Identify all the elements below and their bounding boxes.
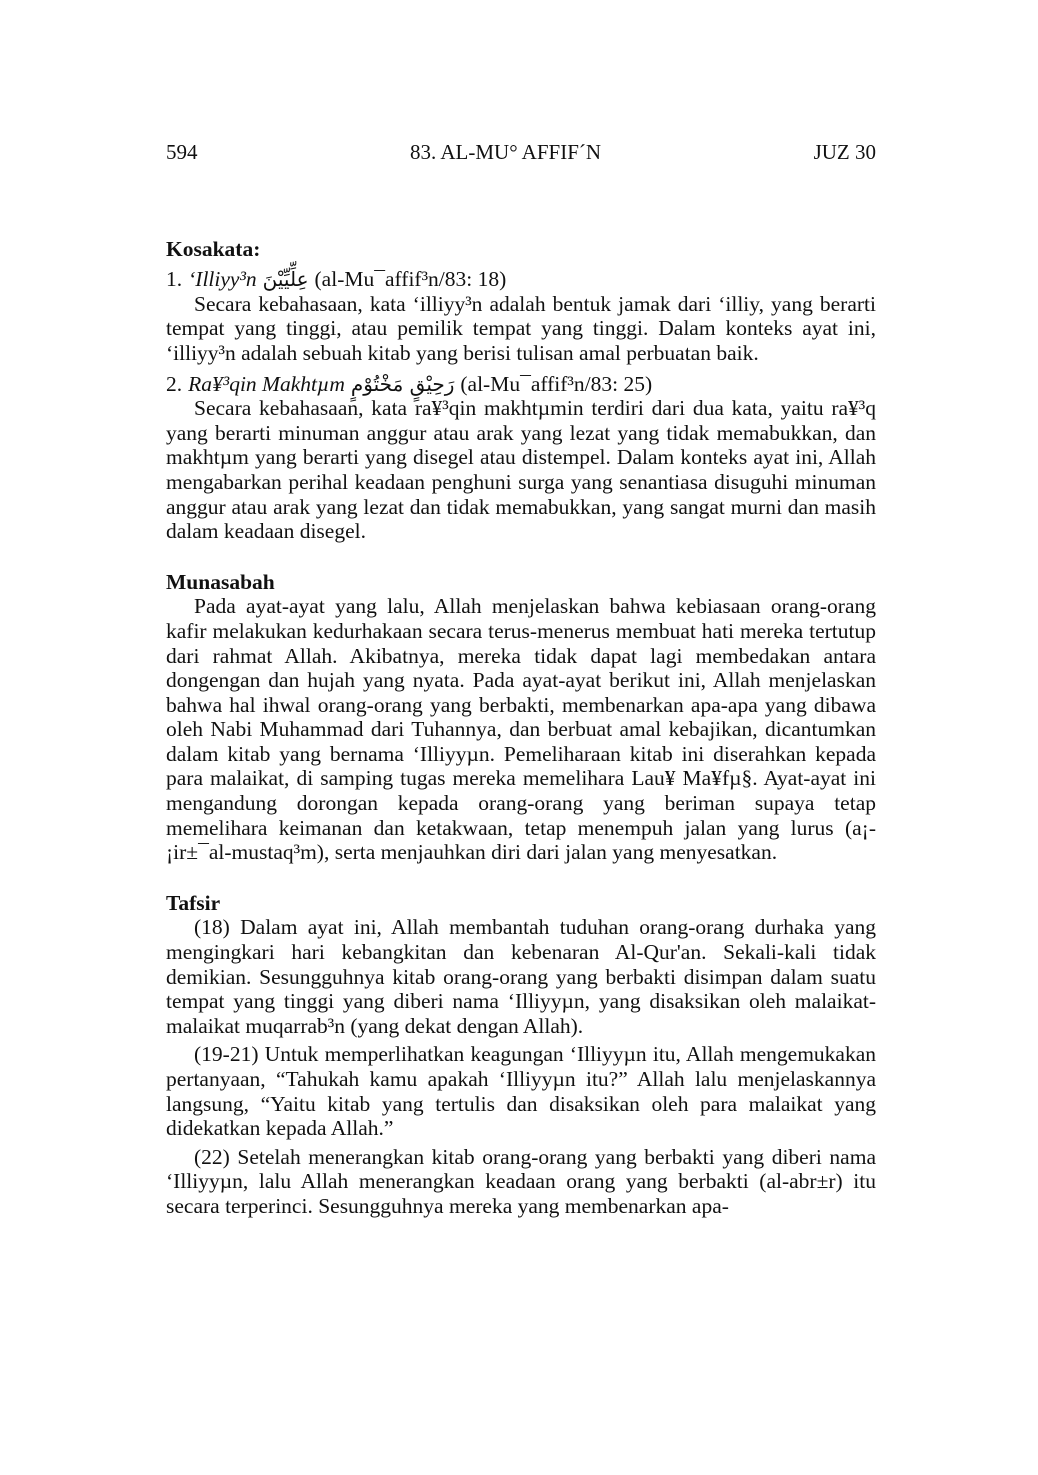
arabic-term: عِلِّيِّيْنَ <box>262 267 309 292</box>
verse-reference: (al-Mu¯affif³n/83: 18) <box>314 267 507 292</box>
term: ‘Illiyy³n <box>188 267 257 292</box>
tafsir-paragraph: (19-21) Untuk memperlihatkan keagungan ‘Illiyyµn itu, Allah mengemukakan pertanyaan, “Tahukah kamu apakah ‘Illiyyµn itu?” Allah lalu menjelaskannya langsung, “Yaitu kitab yang tertulis dan disaksikan oleh para malaikat yang didekatkan kepada Allah.” <box>166 1042 876 1141</box>
tafsir-paragraph: (22) Setelah menerangkan kitab orang-orang yang berbakti yang diberi nama ‘Illiyyµn, lalu Allah menerangkan keadaan orang yang berbakti (al-abr±r) itu secara terperinci. Sesungguhnya mereka yang membenarkan apa- <box>166 1144 876 1218</box>
tafsir-section <box>166 891 876 1219</box>
item-number: 1. <box>166 267 183 292</box>
document-page <box>166 140 876 1219</box>
arabic-term: رَحِيْقٍ مَخْتُوْمٍ <box>350 371 455 396</box>
item-number: 2. <box>166 371 183 396</box>
page-number: 594 <box>166 140 198 164</box>
kosakata-item <box>166 267 876 365</box>
tafsir-heading: Tafsir <box>166 890 221 915</box>
tafsir-paragraph: (18) Dalam ayat ini, Allah membantah tuduhan orang-orang durhaka yang mengingkari hari kebangkitan dan kebenaran Al-Qur'an. Sekali-kali tidak demikian. Sesungguhnya kitab orang-orang yang berbakti disimpan dalam suatu tempat yang tinggi yang diberi nama ‘Illiyyµn, yang disaksikan oleh malaikat-malaikat muqarrab³n (yang dekat dengan Allah). <box>166 915 876 1038</box>
kosakata-paragraph: Secara kebahasaan, kata ‘illiyy³n adalah bentuk jamak dari ‘illiy, yang berarti tempat yang tinggi, atau pemilik tempat yang tinggi. Dalam konteks ayat ini, ‘illiyy³n adalah sebuah kitab yang berisi tulisan amal perbuatan baik. <box>166 291 876 365</box>
term: Ra¥³qin Makhtµm <box>188 371 345 396</box>
chapter-title: 83. AL-MU° AFFIF´N <box>410 140 602 164</box>
verse-reference: (al-Mu¯affif³n/83: 25) <box>460 371 653 396</box>
kosakata-item <box>166 372 876 544</box>
munasabah-paragraph: Pada ayat-ayat yang lalu, Allah menjelaskan bahwa kebiasaan orang-orang kafir melakukan kedurhakaan secara terus-menerus membuat hati mereka tertutup dari rahmat Allah. Akibatnya, mereka tidak dapat lagi membedakan antara dongengan dan hujah yang nyata. Pada ayat-ayat berikut ini, Allah menjelaskan bahwa hal ihwal orang-orang yang berbakti, membenarkan apa-apa yang dibawa oleh Nabi Muhammad dari Tuhannya, dan berbuat amal kebajikan, dicantumkan dalam kitab yang bernama ‘Illiyyµn. Pemeliharaan kitab ini diserahkan kepada para malaikat, di samping tugas mereka memelihara Lau¥ Ma¥fµ§. Ayat-ayat ini mengandung dorongan kepada orang-orang yang beriman supaya tetap memelihara keimanan dan ketakwaan, tetap menempuh jalan yang lurus (a¡-¡ir±¯al-mustaq³m), serta menjauhkan diri dari jalan yang menyesatkan. <box>166 594 876 865</box>
juz-label: JUZ 30 <box>813 140 876 164</box>
running-header <box>166 140 876 165</box>
kosakata-heading: Kosakata: <box>166 236 261 261</box>
munasabah-heading: Munasabah <box>166 569 275 594</box>
kosakata-term-line <box>166 267 876 292</box>
munasabah-section <box>166 570 876 865</box>
kosakata-paragraph: Secara kebahasaan, kata ra¥³qin makhtµmin terdiri dari dua kata, yaitu ra¥³q yang berarti minuman anggur atau arak yang lezat yang tidak memabukkan, dan makhtµm yang berarti yang disegel atau distempel. Dalam konteks ayat ini, Allah mengabarkan perihal keadaan penghuni surga yang senantiasa disuguhi minuman anggur atau arak yang lezat dan tidak memabukkan, yang sangat murni dan masih dalam keadaan disegel. <box>166 396 876 544</box>
kosakata-term-line <box>166 372 876 397</box>
